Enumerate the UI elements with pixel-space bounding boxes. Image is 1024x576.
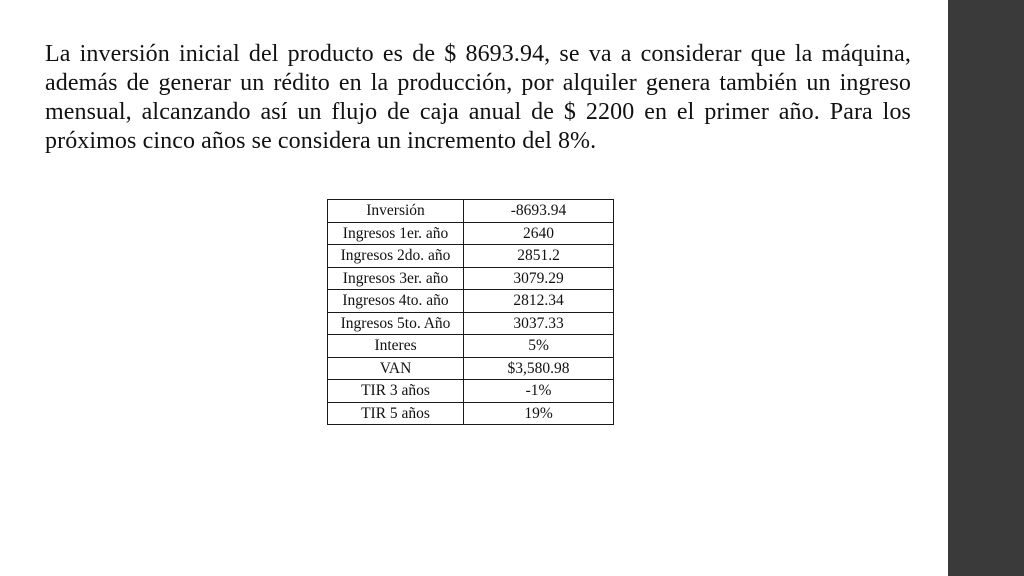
table-row bbox=[328, 402, 614, 425]
row-value: 19% bbox=[464, 402, 614, 425]
row-label: VAN bbox=[328, 357, 464, 380]
row-label: TIR 5 años bbox=[328, 402, 464, 425]
row-value: -1% bbox=[464, 380, 614, 403]
table-row bbox=[328, 222, 614, 245]
row-label: TIR 3 años bbox=[328, 380, 464, 403]
side-decoration-bar bbox=[948, 0, 1024, 576]
row-value: 3037.33 bbox=[464, 312, 614, 335]
row-label: Ingresos 1er. año bbox=[328, 222, 464, 245]
row-value: $3,580.98 bbox=[464, 357, 614, 380]
row-label: Ingresos 2do. año bbox=[328, 245, 464, 268]
row-label: Inversión bbox=[328, 200, 464, 223]
row-value: -8693.94 bbox=[464, 200, 614, 223]
table-row bbox=[328, 200, 614, 223]
row-label: Interes bbox=[328, 335, 464, 358]
table-row bbox=[328, 290, 614, 313]
table-row bbox=[328, 357, 614, 380]
slide-paragraph: La inversión inicial del producto es de $ 8693.94, se va a considerar que la máquina, además de generar un rédito en la producción, por alquiler genera también un ingreso mensual, alcanzando así un flujo de caja anual de $ 2200 en el primer año. Para los próximos cinco años se considera un incremento del 8%. bbox=[45, 41, 911, 154]
row-value: 2851.2 bbox=[464, 245, 614, 268]
row-value: 5% bbox=[464, 335, 614, 358]
table-row bbox=[328, 312, 614, 335]
table-row bbox=[328, 380, 614, 403]
row-label: Ingresos 3er. año bbox=[328, 267, 464, 290]
row-value: 2640 bbox=[464, 222, 614, 245]
row-label: Ingresos 4to. año bbox=[328, 290, 464, 313]
row-value: 3079.29 bbox=[464, 267, 614, 290]
table-row bbox=[328, 335, 614, 358]
table-row bbox=[328, 245, 614, 268]
table-row bbox=[328, 267, 614, 290]
cash-flow-table bbox=[327, 199, 614, 425]
row-label: Ingresos 5to. Año bbox=[328, 312, 464, 335]
row-value: 2812.34 bbox=[464, 290, 614, 313]
